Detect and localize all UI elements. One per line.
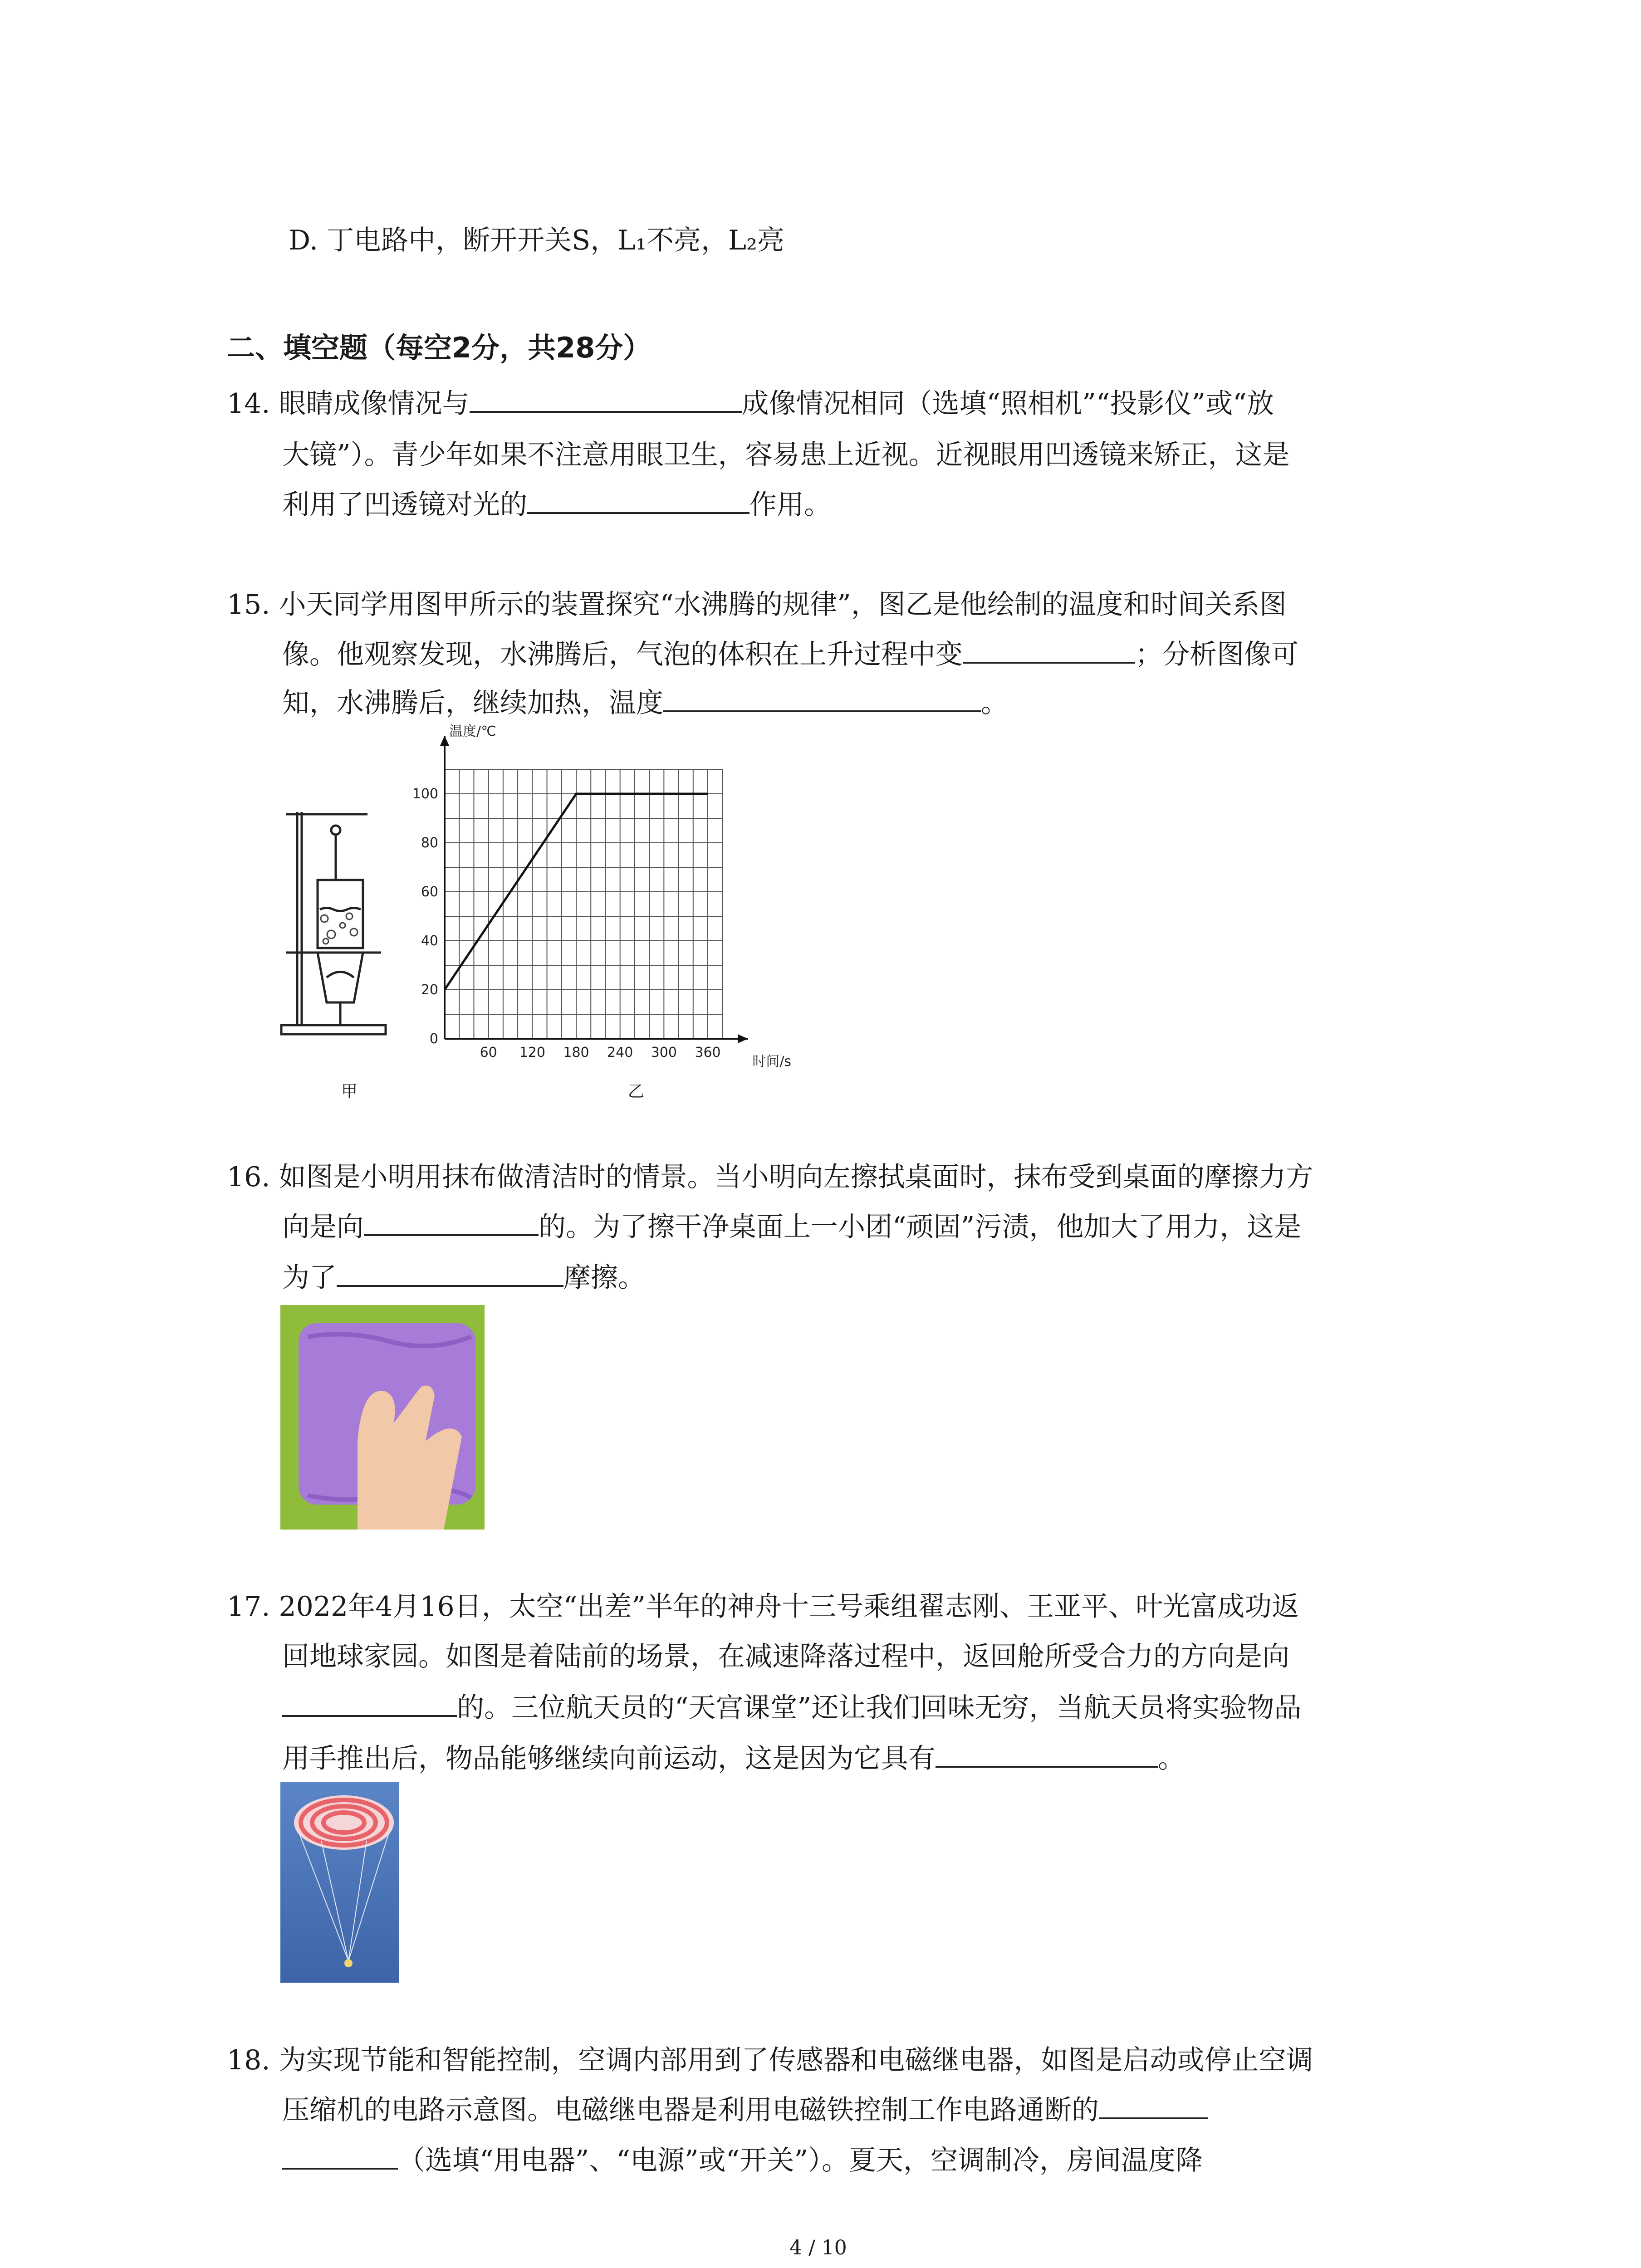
chart-y-tick-label: 60 <box>421 884 438 900</box>
page-number: 4 / 10 <box>789 2236 847 2259</box>
q18-line-2 <box>282 2085 1208 2135</box>
chart-y-tick-label: 100 <box>412 786 438 802</box>
chart-grid <box>445 769 722 1039</box>
chart-ticks <box>412 786 721 1061</box>
parachute-photo <box>280 1782 399 1983</box>
q18-text: （选填“用电器”、“电源”或“开关”）。夏天，空调制冷，房间温度降 <box>398 2145 1203 2176</box>
q17-number: 17. <box>227 1591 270 1623</box>
q18-text: 为实现节能和智能控制，空调内部用到了传感器和电磁继电器，如图是启动或停止空调 <box>279 2044 1313 2076</box>
q15-line-3 <box>282 678 1008 728</box>
q16-line-2 <box>282 1202 1301 1252</box>
q17-text: 用手推出后，物品能够继续向前运动，这是因为它具有 <box>282 1743 936 1774</box>
q14-line-3 <box>282 480 831 530</box>
q17-line-2: 回地球家园。如图是着陆前的场景，在减速降落过程中，返回舱所受合力的方向是向 <box>282 1641 1289 1672</box>
q16-text: 为了 <box>282 1262 337 1294</box>
q18-blank-1-cont[interactable] <box>282 2140 398 2170</box>
cleaning-cloth-photo <box>280 1305 485 1530</box>
q16-text: 的。为了擦干净桌面上一小团“顽固”污渍，他加大了用力，这是 <box>539 1211 1302 1243</box>
q16-blank-2[interactable] <box>337 1257 563 1287</box>
q15-text: 知，水沸腾后，继续加热，温度 <box>282 687 663 719</box>
q14-number: 14. <box>227 388 270 420</box>
q17-blank-1[interactable] <box>282 1687 457 1717</box>
option-d-text: D. 丁电路中，断开开关S，L₁不亮，L₂亮 <box>289 225 785 256</box>
chart-x-tick-label: 360 <box>695 1045 721 1061</box>
q15-number: 15. <box>227 589 270 621</box>
chart-x-tick-label: 120 <box>519 1045 545 1061</box>
boiling-apparatus-figure <box>277 803 390 1039</box>
q15-blank-2[interactable] <box>663 682 981 712</box>
q16-blank-1[interactable] <box>364 1206 539 1236</box>
q15-line-2 <box>282 630 1298 679</box>
q14-blank-2[interactable] <box>527 484 749 514</box>
q16-text: 摩擦。 <box>563 1262 645 1294</box>
q18-number: 18. <box>227 2044 270 2076</box>
chart-x-tick-label: 180 <box>563 1045 589 1061</box>
q16-number: 16. <box>227 1161 270 1193</box>
q14-text: 眼睛成像情况与 <box>279 388 470 420</box>
q14-blank-1[interactable] <box>470 383 742 413</box>
q15-text: 像。他观察发现，水沸腾后，气泡的体积在上升过程中变 <box>282 639 963 670</box>
chart-x-tick-label: 240 <box>607 1045 633 1061</box>
section-title: 二、填空题（每空2分，共28分） <box>227 331 652 364</box>
chart-y-arrow <box>440 736 449 746</box>
chart-axes <box>440 736 748 1043</box>
q15-line-1 <box>227 580 1287 630</box>
chart-y-tick-label: 40 <box>421 933 438 949</box>
chart-x-arrow <box>738 1034 748 1043</box>
q17-line-3 <box>282 1683 1301 1733</box>
q14-text: 成像情况相同（选填“照相机”“投影仪”或“放 <box>741 388 1274 420</box>
q14-line-1 <box>227 379 1274 429</box>
figure-jia-label: 甲 <box>341 1082 358 1101</box>
chart-y-tick-label: 80 <box>421 835 438 851</box>
q17-text: 的。三位航天员的“天宫课堂”还让我们回味无穷，当航天员将实验物品 <box>457 1692 1302 1724</box>
q18-line-1 <box>227 2035 1313 2085</box>
chart-y-tick-label: 20 <box>421 982 438 998</box>
q15-text: 小天同学用图甲所示的装置探究“水沸腾的规律”，图乙是他绘制的温度和时间关系图 <box>279 589 1287 621</box>
q17-line-1 <box>227 1582 1299 1632</box>
q16-text: 向是向 <box>282 1211 364 1243</box>
q15-text: 。 <box>981 687 1008 719</box>
figure-yi-label: 乙 <box>628 1082 645 1101</box>
chart-x-tick-label: 300 <box>651 1045 677 1061</box>
q16-text: 如图是小明用抹布做清洁时的情景。当小明向左擦拭桌面时，抹布受到桌面的摩擦力方 <box>279 1161 1313 1193</box>
temperature-time-chart <box>399 721 844 1084</box>
q18-text: 压缩机的电路示意图。电磁继电器是利用电磁铁控制工作电路通断的 <box>282 2094 1099 2126</box>
q15-text: ；分析图像可 <box>1135 639 1298 670</box>
chart-y-tick-label: 0 <box>429 1031 438 1047</box>
q17-text: 2022年4月16日，太空“出差”半年的神舟十三号乘组翟志刚、王亚平、叶光富成功返 <box>279 1591 1299 1623</box>
q18-line-3 <box>282 2136 1203 2185</box>
q15-blank-1[interactable] <box>963 634 1135 664</box>
q14-text: 利用了凹透镜对光的 <box>282 489 527 521</box>
q16-line-1 <box>227 1152 1313 1202</box>
q17-blank-2[interactable] <box>936 1738 1158 1768</box>
chart-x-axis-label: 时间/s <box>752 1054 792 1070</box>
q16-line-3 <box>282 1253 645 1303</box>
q14-text: 作用。 <box>749 489 831 521</box>
chart-y-axis-label: 温度/℃ <box>449 723 496 739</box>
option-d <box>289 215 784 265</box>
q18-blank-1[interactable] <box>1099 2089 1208 2119</box>
chart-x-tick-label: 60 <box>480 1045 497 1061</box>
q17-line-4 <box>282 1734 1185 1784</box>
q17-text: 。 <box>1158 1743 1185 1774</box>
q14-line-2: 大镜”）。青少年如果不注意用眼卫生，容易患上近视。近视眼用凹透镜来矫正，这是 <box>282 439 1290 471</box>
